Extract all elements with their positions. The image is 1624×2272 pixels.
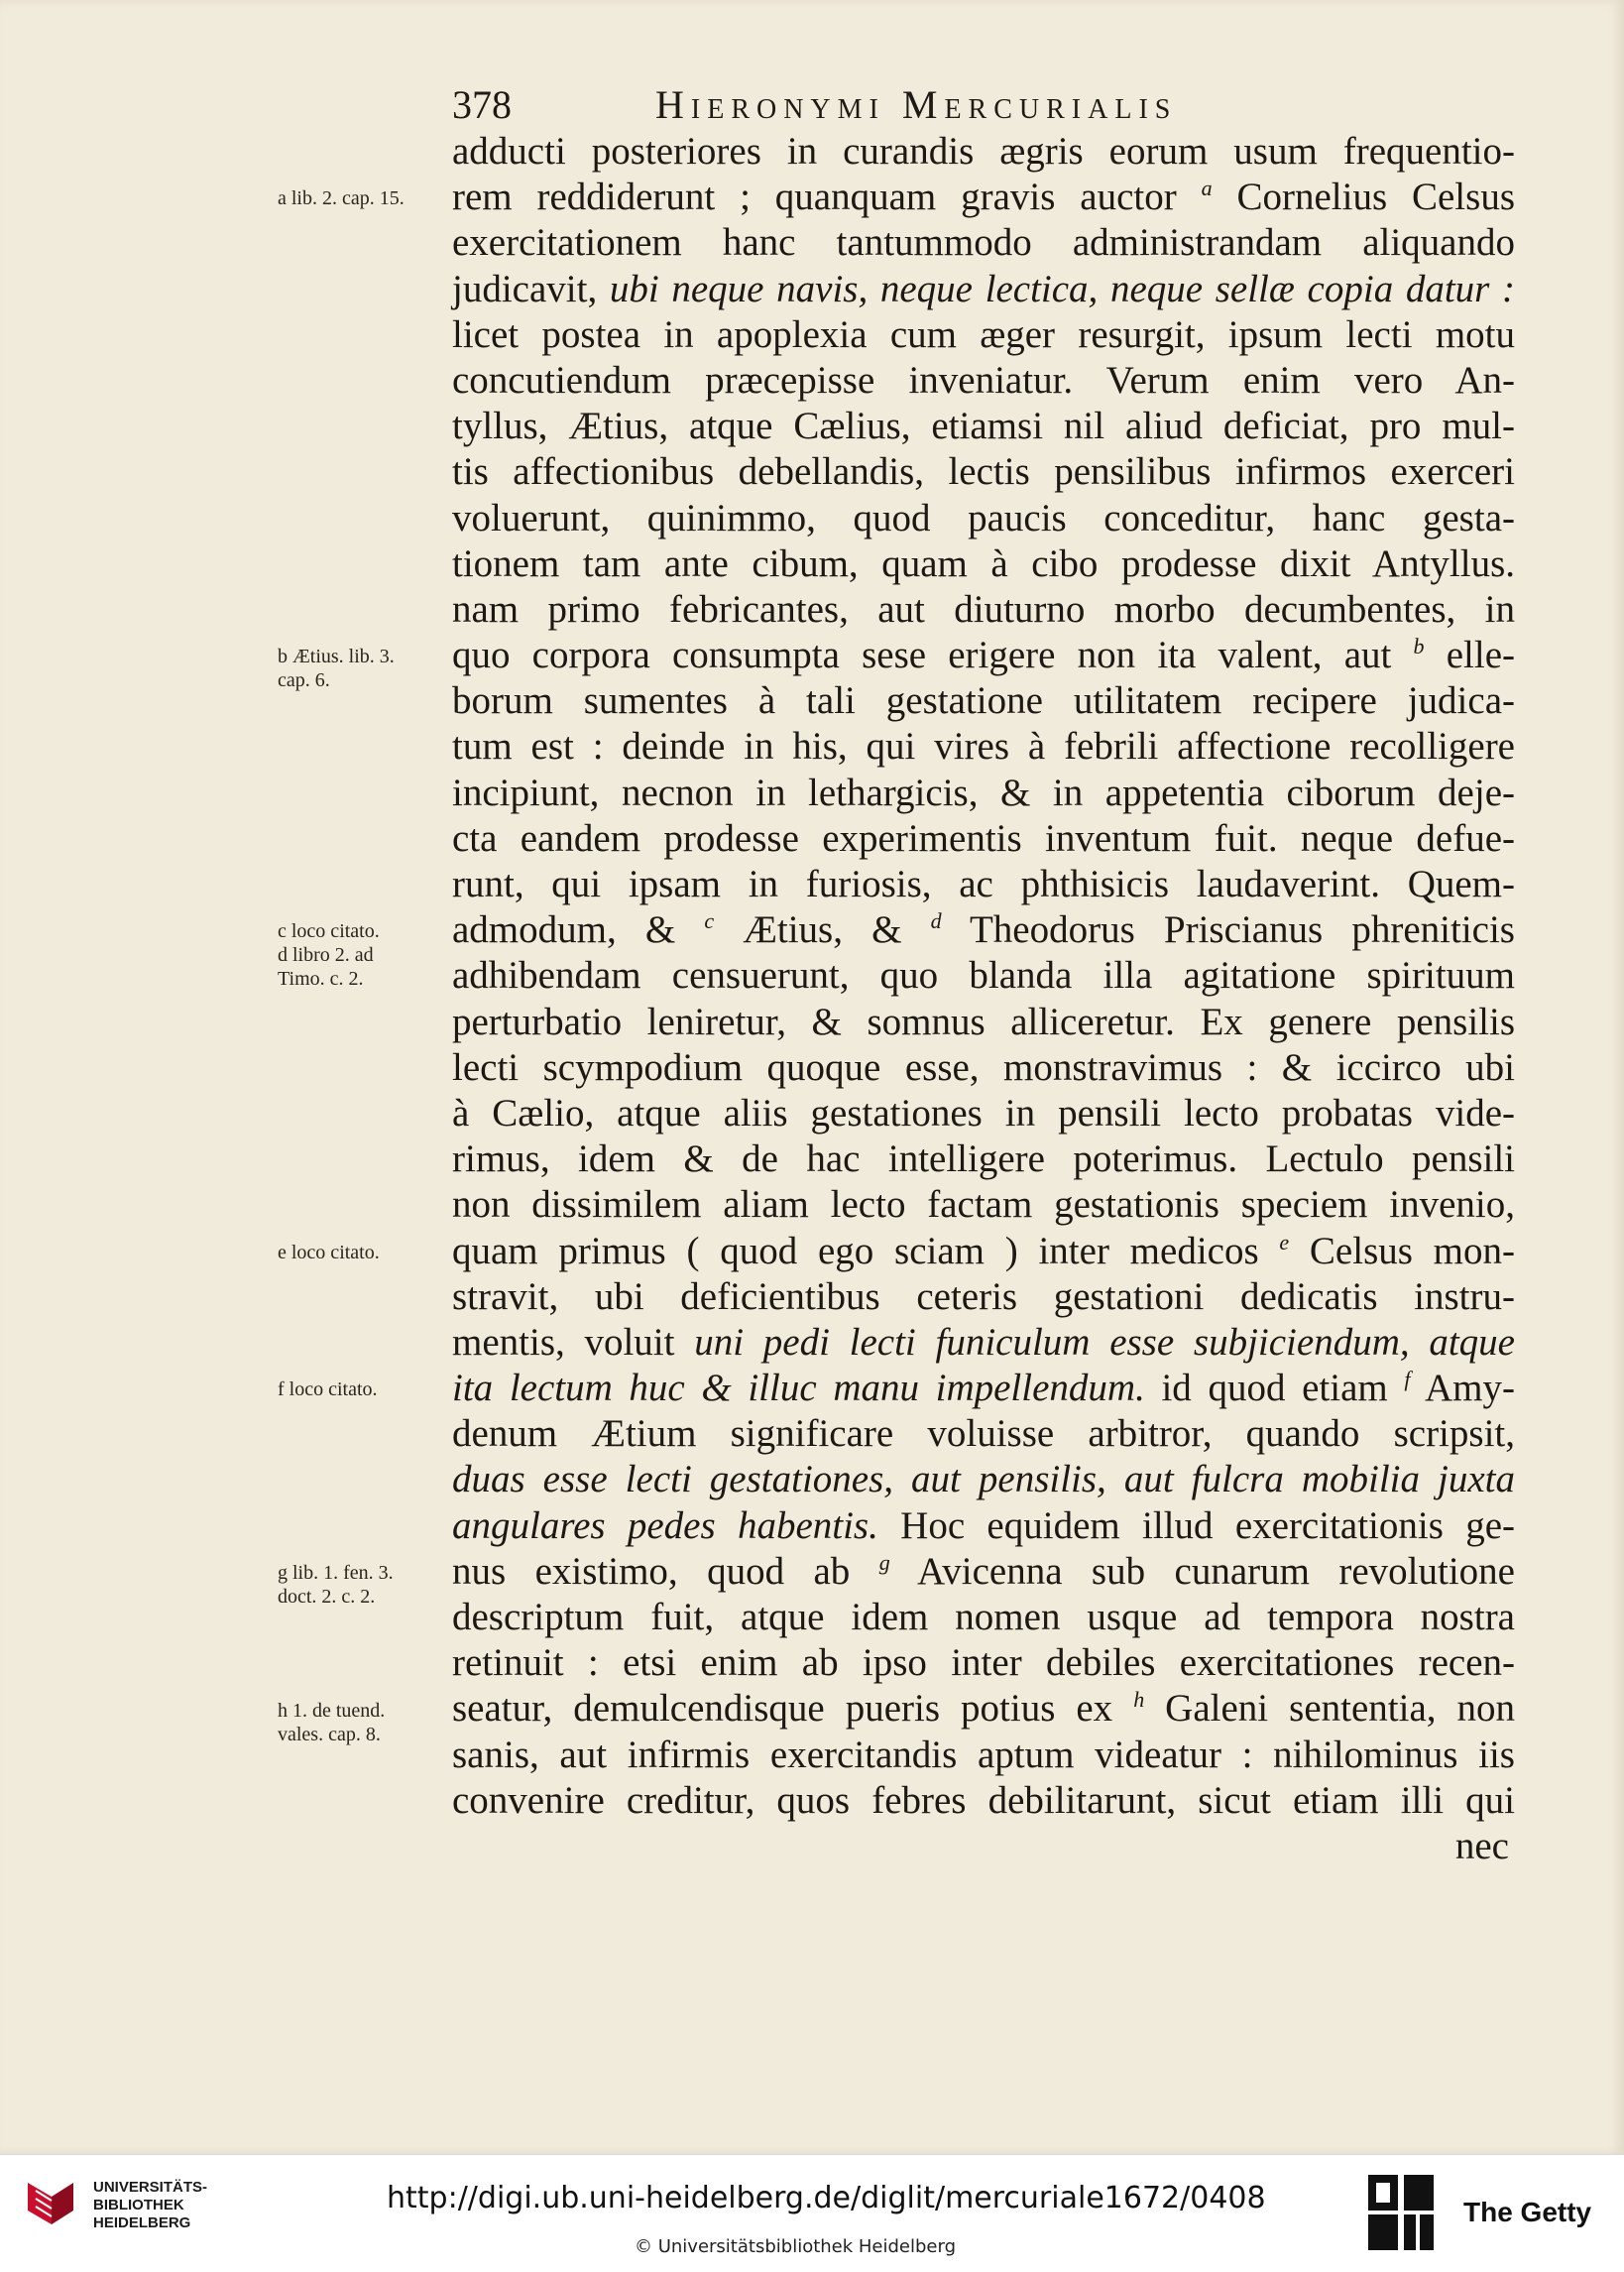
text-segment: adhibendam censuerunt, quo blanda illa agitatione spirituum [452, 954, 1515, 998]
text-line [452, 1733, 1515, 1778]
text-line [452, 1229, 1515, 1274]
text-segment: Cornelius Celsus [1212, 176, 1515, 219]
text-line [452, 953, 1515, 999]
text-line [452, 1411, 1515, 1457]
text-segment: ita lectum huc & illuc manu impellendum. [452, 1367, 1145, 1410]
text-segment: retinuit : etsi enim ab ipso inter debiles exercitationes recen- [452, 1641, 1515, 1685]
text-segment: sanis, aut infirmis exercitandis aptum videatur : nihilominus iis [452, 1733, 1515, 1776]
text-line [452, 771, 1515, 816]
text-line [452, 862, 1515, 907]
text-line [452, 907, 1515, 953]
page-header [452, 77, 1513, 137]
footnote-marker: c [704, 908, 715, 934]
footnote-marker: h [1133, 1687, 1145, 1713]
text-line [452, 1274, 1515, 1320]
text-segment: Celsus mon- [1289, 1229, 1516, 1272]
footnote-marker: f [1404, 1367, 1411, 1392]
footnote-marker: b [1413, 634, 1425, 659]
text-segment: nam primo febricantes, aut diuturno morbo decumbentes, in [452, 587, 1515, 631]
text-line [452, 541, 1515, 587]
text-segment: tis affectionibus debellandis, lectis pensilibus infirmos exerceri [452, 450, 1515, 494]
text-line [452, 724, 1515, 770]
text-line [452, 267, 1515, 312]
text-segment: exercitationem hanc tantummodo administrandam aliquando [452, 221, 1515, 265]
running-head: Hieronymi Mercurialis [655, 82, 1178, 127]
text-segment: runt, qui ipsam in furiosis, ac phthisicis laudaverint. Quem- [452, 863, 1515, 905]
footnote-marker: g [878, 1549, 890, 1575]
text-segment: perturbatio leniretur, & somnus alliceretur. Ex genere pensilis [452, 1000, 1515, 1043]
text-segment: lecti scympodium quoque esse, monstravimus : & iccirco ubi [452, 1045, 1515, 1089]
margin-note: h 1. de tuend. vales. cap. 8. [278, 1699, 386, 1745]
text-segment: angulares pedes habentis. [452, 1503, 878, 1547]
text-segment: denum Ætium significare voluisse arbitror, quando scripsit, [452, 1412, 1515, 1456]
text-segment: tum est : deinde in his, qui vires à febrili affectione recolligere [452, 725, 1515, 769]
text-line [452, 1686, 1515, 1732]
page-number: 378 [452, 82, 512, 127]
copyright-notice: © Universitätsbibliothek Heidelberg [635, 2236, 957, 2257]
viewer-footer [0, 2154, 1624, 2272]
text-segment: uni pedi lecti funiculum esse subjiciendum, atque [694, 1320, 1515, 1364]
text-segment: descriptum fuit, atque idem nomen usque ad tempora nostra [452, 1596, 1515, 1638]
margin-note: f loco citato. [278, 1378, 378, 1401]
text-line [452, 1457, 1515, 1502]
text-line [452, 496, 1515, 541]
text-segment: non dissimilem aliam lecto factam gestationis speciem invenio, [452, 1183, 1515, 1227]
footnote-marker: d [930, 908, 942, 934]
text-line [452, 587, 1515, 633]
text-line [452, 1182, 1515, 1228]
text-line [452, 1778, 1515, 1824]
text-segment: stravit, ubi deficientibus ceteris gestationi dedicatis instru- [452, 1274, 1515, 1318]
text-segment: licet postea in apoplexia cum æger resurgit, ipsum lecti motu [452, 312, 1515, 356]
text-line [452, 449, 1515, 495]
text-segment: id quod etiam [1144, 1367, 1405, 1410]
text-segment: Avicenna sub cunarum revolutione [889, 1549, 1515, 1593]
text-segment: convenire creditur, quos febres debilitarunt, sicut etiam illi qui [452, 1778, 1515, 1822]
text-segment: nus existimo, quod ab [452, 1549, 879, 1593]
margin-note: b Ætius. lib. 3. cap. 6. [278, 646, 395, 692]
text-line [452, 1503, 1515, 1549]
text-segment: mentis, voluit [452, 1320, 695, 1364]
getty-logo-icon [1366, 2173, 1438, 2252]
text-line [452, 404, 1515, 449]
text-segment: à Cælio, atque aliis gestationes in pensili lecto probatas vide- [452, 1091, 1515, 1135]
text-line [452, 1549, 1515, 1595]
text-segment: rimus, idem & de hac intelligere poterimus. Lectulo pensili [452, 1137, 1515, 1181]
text-segment: tionem tam ante cibum, quam à cibo prodesse dixit Antyllus. [452, 541, 1515, 585]
text-segment: tyllus, Ætius, atque Cælius, etiamsi nil aliud deficiat, pro mul- [452, 405, 1515, 448]
footnote-marker: e [1279, 1229, 1290, 1255]
text-segment: incipiunt, necnon in lethargicis, & in appetentia ciborum deje- [452, 771, 1515, 814]
text-line [452, 1045, 1515, 1091]
text-segment: Ætius, & [714, 908, 931, 952]
text-segment: admodum, & [452, 908, 705, 952]
text-line [452, 1000, 1515, 1045]
margin-note: g lib. 1. fen. 3. doct. 2. c. 2. [278, 1562, 394, 1609]
text-segment: Theodorus Priscianus phreniticis [941, 908, 1515, 952]
text-segment: ubi neque navis, neque lectica, neque sellæ copia datur : [609, 267, 1515, 310]
margin-note: c loco citato. d libro 2. ad Timo. c. 2. [278, 920, 380, 991]
text-segment: duas esse lecti gestationes, aut pensilis, aut fulcra mobilia juxta [452, 1458, 1515, 1501]
text-segment: seatur, demulcendisque pueris potius ex [452, 1687, 1134, 1731]
text-segment: cta eandem prodesse experimentis inventum fuit. neque defue- [452, 816, 1515, 860]
text-segment: rem reddiderunt ; quanquam gravis auctor [452, 176, 1202, 219]
text-line [452, 816, 1515, 862]
text-line [452, 358, 1515, 404]
university-library-logo-icon [22, 2175, 79, 2232]
text-line [452, 1091, 1515, 1136]
text-line [452, 1366, 1515, 1411]
text-line [452, 633, 1515, 678]
text-segment: borum sumentes à tali gestatione utilitatem recipere judica- [452, 679, 1515, 723]
library-name: UNIVERSITÄTS- BIBLIOTHEK HEIDELBERG [93, 2179, 208, 2231]
text-segment: adducti posteriores in curandis ægris eorum usum frequentio- [452, 130, 1515, 173]
text-segment: elle- [1424, 634, 1516, 677]
text-line [452, 1640, 1515, 1686]
body-text [452, 129, 1515, 1869]
margin-note: e loco citato. [278, 1241, 380, 1263]
text-line [452, 1595, 1515, 1640]
text-line [452, 1320, 1515, 1366]
text-segment: Hoc equidem illud exercitationis ge- [877, 1503, 1515, 1547]
text-line [452, 312, 1515, 358]
text-line [452, 1136, 1515, 1182]
text-segment: concutiendum præcepisse inveniatur. Verum enim vero An- [452, 358, 1515, 402]
text-line [452, 129, 1515, 175]
text-segment: Galeni sententia, non [1144, 1687, 1515, 1731]
text-segment: quam primus ( quod ego sciam ) inter medicos [452, 1229, 1280, 1272]
catchword: nec [1454, 1824, 1509, 1867]
margin-note: a lib. 2. cap. 15. [278, 187, 405, 210]
text-segment: Amy- [1410, 1367, 1515, 1410]
text-segment: voluerunt, quinimmo, quod paucis conceditur, hanc gesta- [452, 496, 1515, 539]
text-line [452, 175, 1515, 220]
text-segment: judicavit, [452, 267, 610, 310]
text-line [452, 678, 1515, 724]
permalink-url[interactable]: http://digi.ub.uni-heidelberg.de/diglit/mercuriale1672/0408 [387, 2181, 1266, 2215]
text-segment: quo corpora consumpta sese erigere non ita valent, aut [452, 634, 1414, 677]
text-line [452, 220, 1515, 266]
footnote-marker: a [1201, 176, 1213, 201]
getty-name: The Getty [1463, 2197, 1592, 2227]
